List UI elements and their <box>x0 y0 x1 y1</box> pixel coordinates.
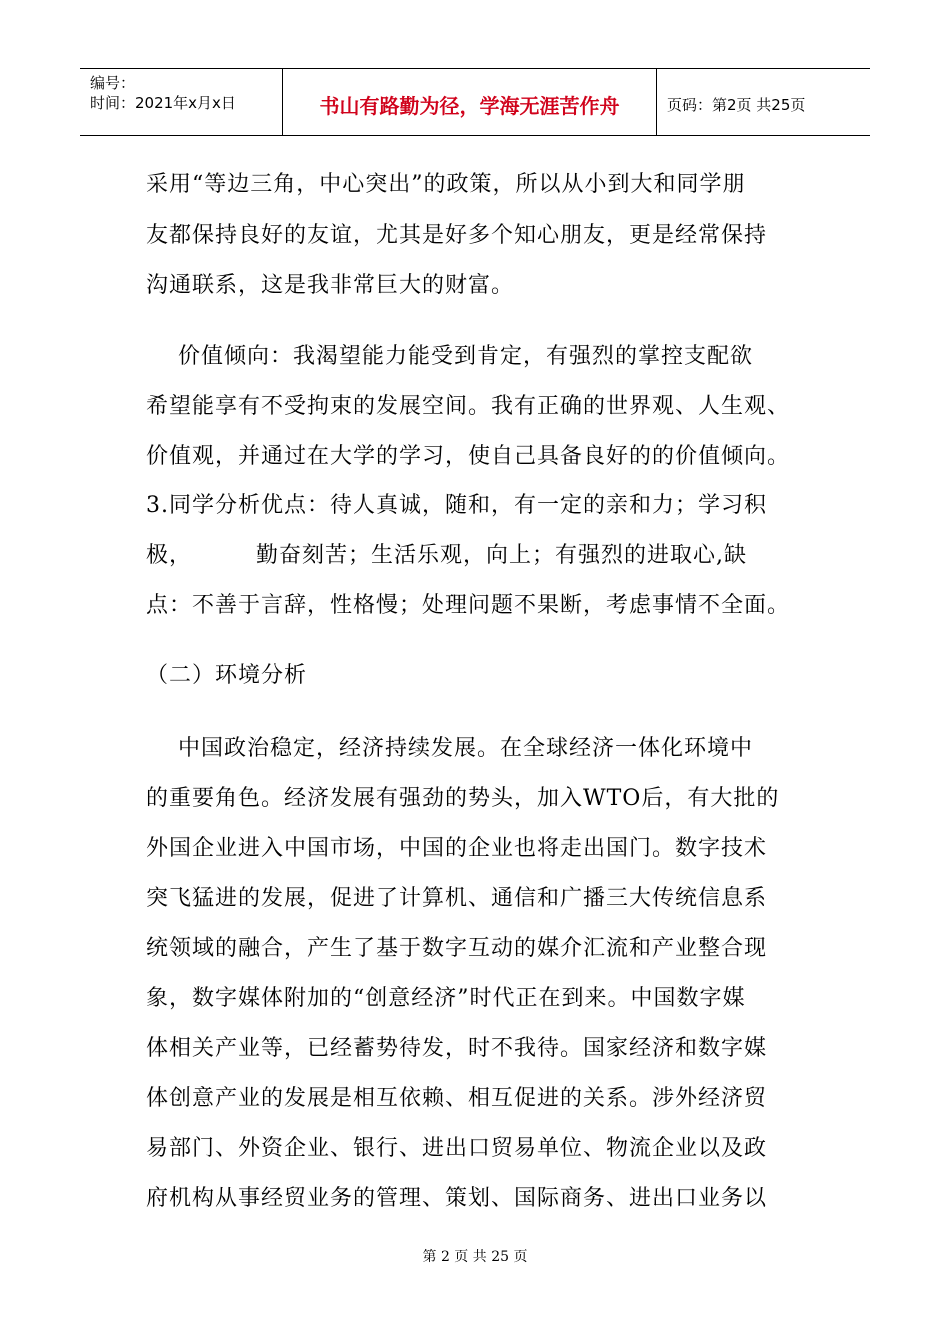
body-line: 点：不善于言辞，性格慢；处理问题不果断，考虑事情不全面。 <box>146 593 791 618</box>
body-line: 易部门、外资企业、银行、进出口贸易单位、物流企业以及政 <box>146 1136 768 1161</box>
body-line: 友都保持良好的友谊，尤其是好多个知心朋友，更是经常保持 <box>146 223 768 248</box>
body-line: 体相关产业等，已经蓄势待发，时不我待。国家经济和数字媒 <box>146 1036 768 1061</box>
body-line: 的重要角色。经济发展有强劲的势头，加入WTO后，有大批的 <box>146 786 780 811</box>
header-page-code: 页码：第2页 共25页 <box>667 95 806 114</box>
body-line: 象，数字媒体附加的“创意经济”时代正在到来。中国数字媒 <box>146 986 746 1011</box>
header-meta <box>80 69 282 135</box>
body-line: 极， 勤奋刻苦；生活乐观，向上；有强烈的进取心,缺 <box>146 543 747 568</box>
body-line: 外国企业进入中国市场，中国的企业也将走出国门。数字技术 <box>146 836 768 861</box>
body-line: 希望能享有不受拘束的发展空间。我有正确的世界观、人生观、 <box>146 394 791 419</box>
page-footer: 第 2 页 共 25 页 <box>422 1249 528 1265</box>
document-time-label: 时间：2021年x月x日 <box>90 94 236 112</box>
body-line: 3.同学分析优点：待人真诚，随和，有一定的亲和力；学习积 <box>146 493 767 518</box>
body-line: 沟通联系，这是我非常巨大的财富。 <box>146 273 515 298</box>
body-line: 体创意产业的发展是相互依赖、相互促进的关系。涉外经济贸 <box>146 1086 768 1111</box>
section-heading: （二）环境分析 <box>146 663 308 688</box>
body-line: 府机构从事经贸业务的管理、策划、国际商务、进出口业务以 <box>146 1186 768 1211</box>
body-line: 中国政治稳定，经济持续发展。在全球经济一体化环境中 <box>146 736 753 761</box>
body-line: 价值观，并通过在大学的学习，使自己具备良好的的价值倾向。 <box>146 444 791 469</box>
body-line: 突飞猛进的发展，促进了计算机、通信和广播三大传统信息系 <box>146 886 768 911</box>
body-line: 采用“等边三角，中心突出”的政策，所以从小到大和同学朋 <box>146 172 746 197</box>
body-line: 价值倾向：我渴望能力能受到肯定，有强烈的掌控支配欲 <box>146 344 753 369</box>
body-line: 统领域的融合，产生了基于数字互动的媒介汇流和产业整合现 <box>146 936 768 961</box>
page-header <box>80 68 870 136</box>
header-motto: 书山有路勤为径，学海无涯苦作舟 <box>282 69 657 135</box>
document-number-label: 编号： <box>90 74 136 92</box>
